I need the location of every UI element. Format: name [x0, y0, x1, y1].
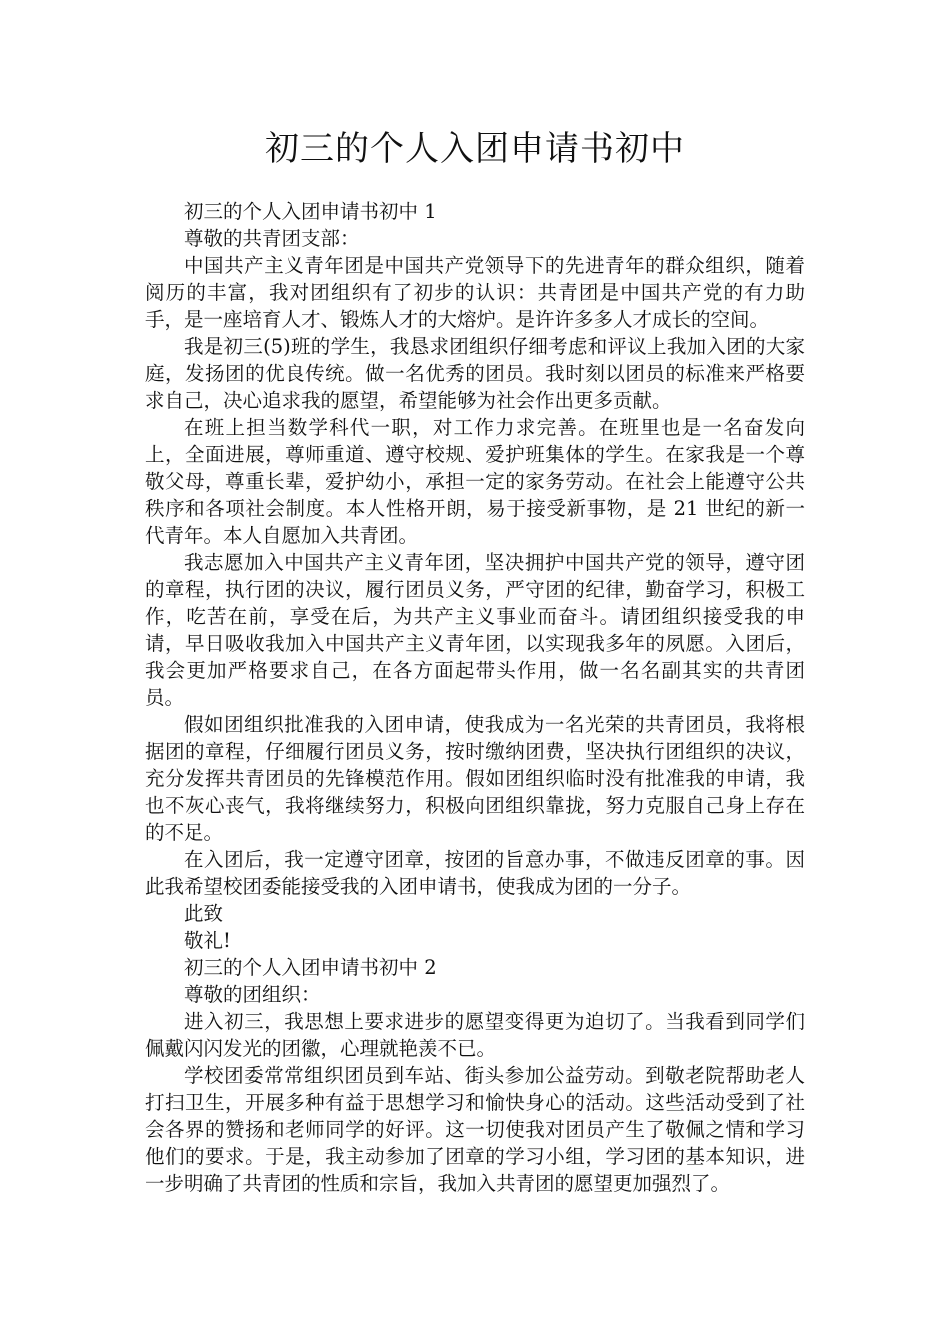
body-paragraph: 中国共产主义青年团是中国共产党领导下的先进青年的群众组织，随着阅历的丰富，我对团组织有了初步的认识：共青团是中国共产党的有力助手，是一座培育人才、锻炼人才的大熔炉。是许许多多人才成长的空间。 — [145, 254, 805, 331]
salutation: 尊敬的共青团支部： — [184, 227, 360, 250]
section-heading: 初三的个人入团申请书初中 2 — [184, 956, 437, 979]
body-paragraph: 在班上担当数学科代一职，对工作力求完善。在班里也是一名奋发向上，全面进展，尊师重道、遵守校规、爱护班集体的学生。在家我是一个尊敬父母，尊重长辈，爱护幼小，承担一定的家务劳动。在社会上能遵守公共秩序和各项社会制度。本人性格开朗，易于接受新事物，是 21 世纪的新一代青年。本人自愿加入共青团。 — [145, 416, 805, 547]
body-paragraph: 假如团组织批准我的入团申请，使我成为一名光荣的共青团员，我将根据团的章程，仔细履行团员义务，按时缴纳团费，坚决执行团组织的决议，充分发挥共青团员的先锋模范作用。假如团组织临时没有批准我的申请，我也不灰心丧气，我将继续努力，积极向团组织靠拢，努力克服自己身上存在的不足。 — [145, 713, 805, 844]
body-paragraph: 我志愿加入中国共产主义青年团，坚决拥护中国共产党的领导，遵守团的章程，执行团的决议，履行团员义务，严守团的纪律，勤奋学习，积极工作，吃苦在前，享受在后，为共产主义事业而奋斗。请团组织接受我的申请，早日吸收我加入中国共产主义青年团，以实现我多年的夙愿。入团后，我会更加严格要求自己，在各方面起带头作用，做一名名副其实的共青团员。 — [145, 551, 805, 709]
body-paragraph: 我是初三(5)班的学生，我恳求团组织仔细考虑和评议上我加入团的大家庭，发扬团的优良传统。做一名优秀的团员。我时刻以团员的标准来严格要求自己，决心追求我的愿望，希望能够为社会作出更多贡献。 — [145, 335, 805, 412]
closing-line: 此致 — [184, 902, 224, 925]
body-paragraph: 学校团委常常组织团员到车站、街头参加公益劳动。到敬老院帮助老人打扫卫生，开展多种有益于思想学习和愉快身心的活动。这些活动受到了社会各界的赞扬和老师同学的好评。这一切使我对团员产生了敬佩之情和学习他们的要求。于是，我主动参加了团章的学习小组，学习团的基本知识，进一步明确了共青团的性质和宗旨，我加入共青团的愿望更加强烈了。 — [145, 1064, 805, 1195]
body-paragraph: 在入团后，我一定遵守团章，按团的旨意办事，不做违反团章的事。因此我希望校团委能接受我的入团申请书，使我成为团的一分子。 — [145, 848, 805, 898]
salutation: 尊敬的团组织： — [184, 983, 321, 1006]
document-body — [145, 198, 805, 1197]
body-paragraph: 进入初三，我思想上要求进步的愿望变得更为迫切了。当我看到同学们佩戴闪闪发光的团徽，心理就艳羡不已。 — [145, 1010, 805, 1060]
section-heading: 初三的个人入团申请书初中 1 — [184, 200, 437, 223]
document-title: 初三的个人入团申请书初中 — [265, 129, 685, 169]
closing-line: 敬礼! — [184, 929, 231, 952]
